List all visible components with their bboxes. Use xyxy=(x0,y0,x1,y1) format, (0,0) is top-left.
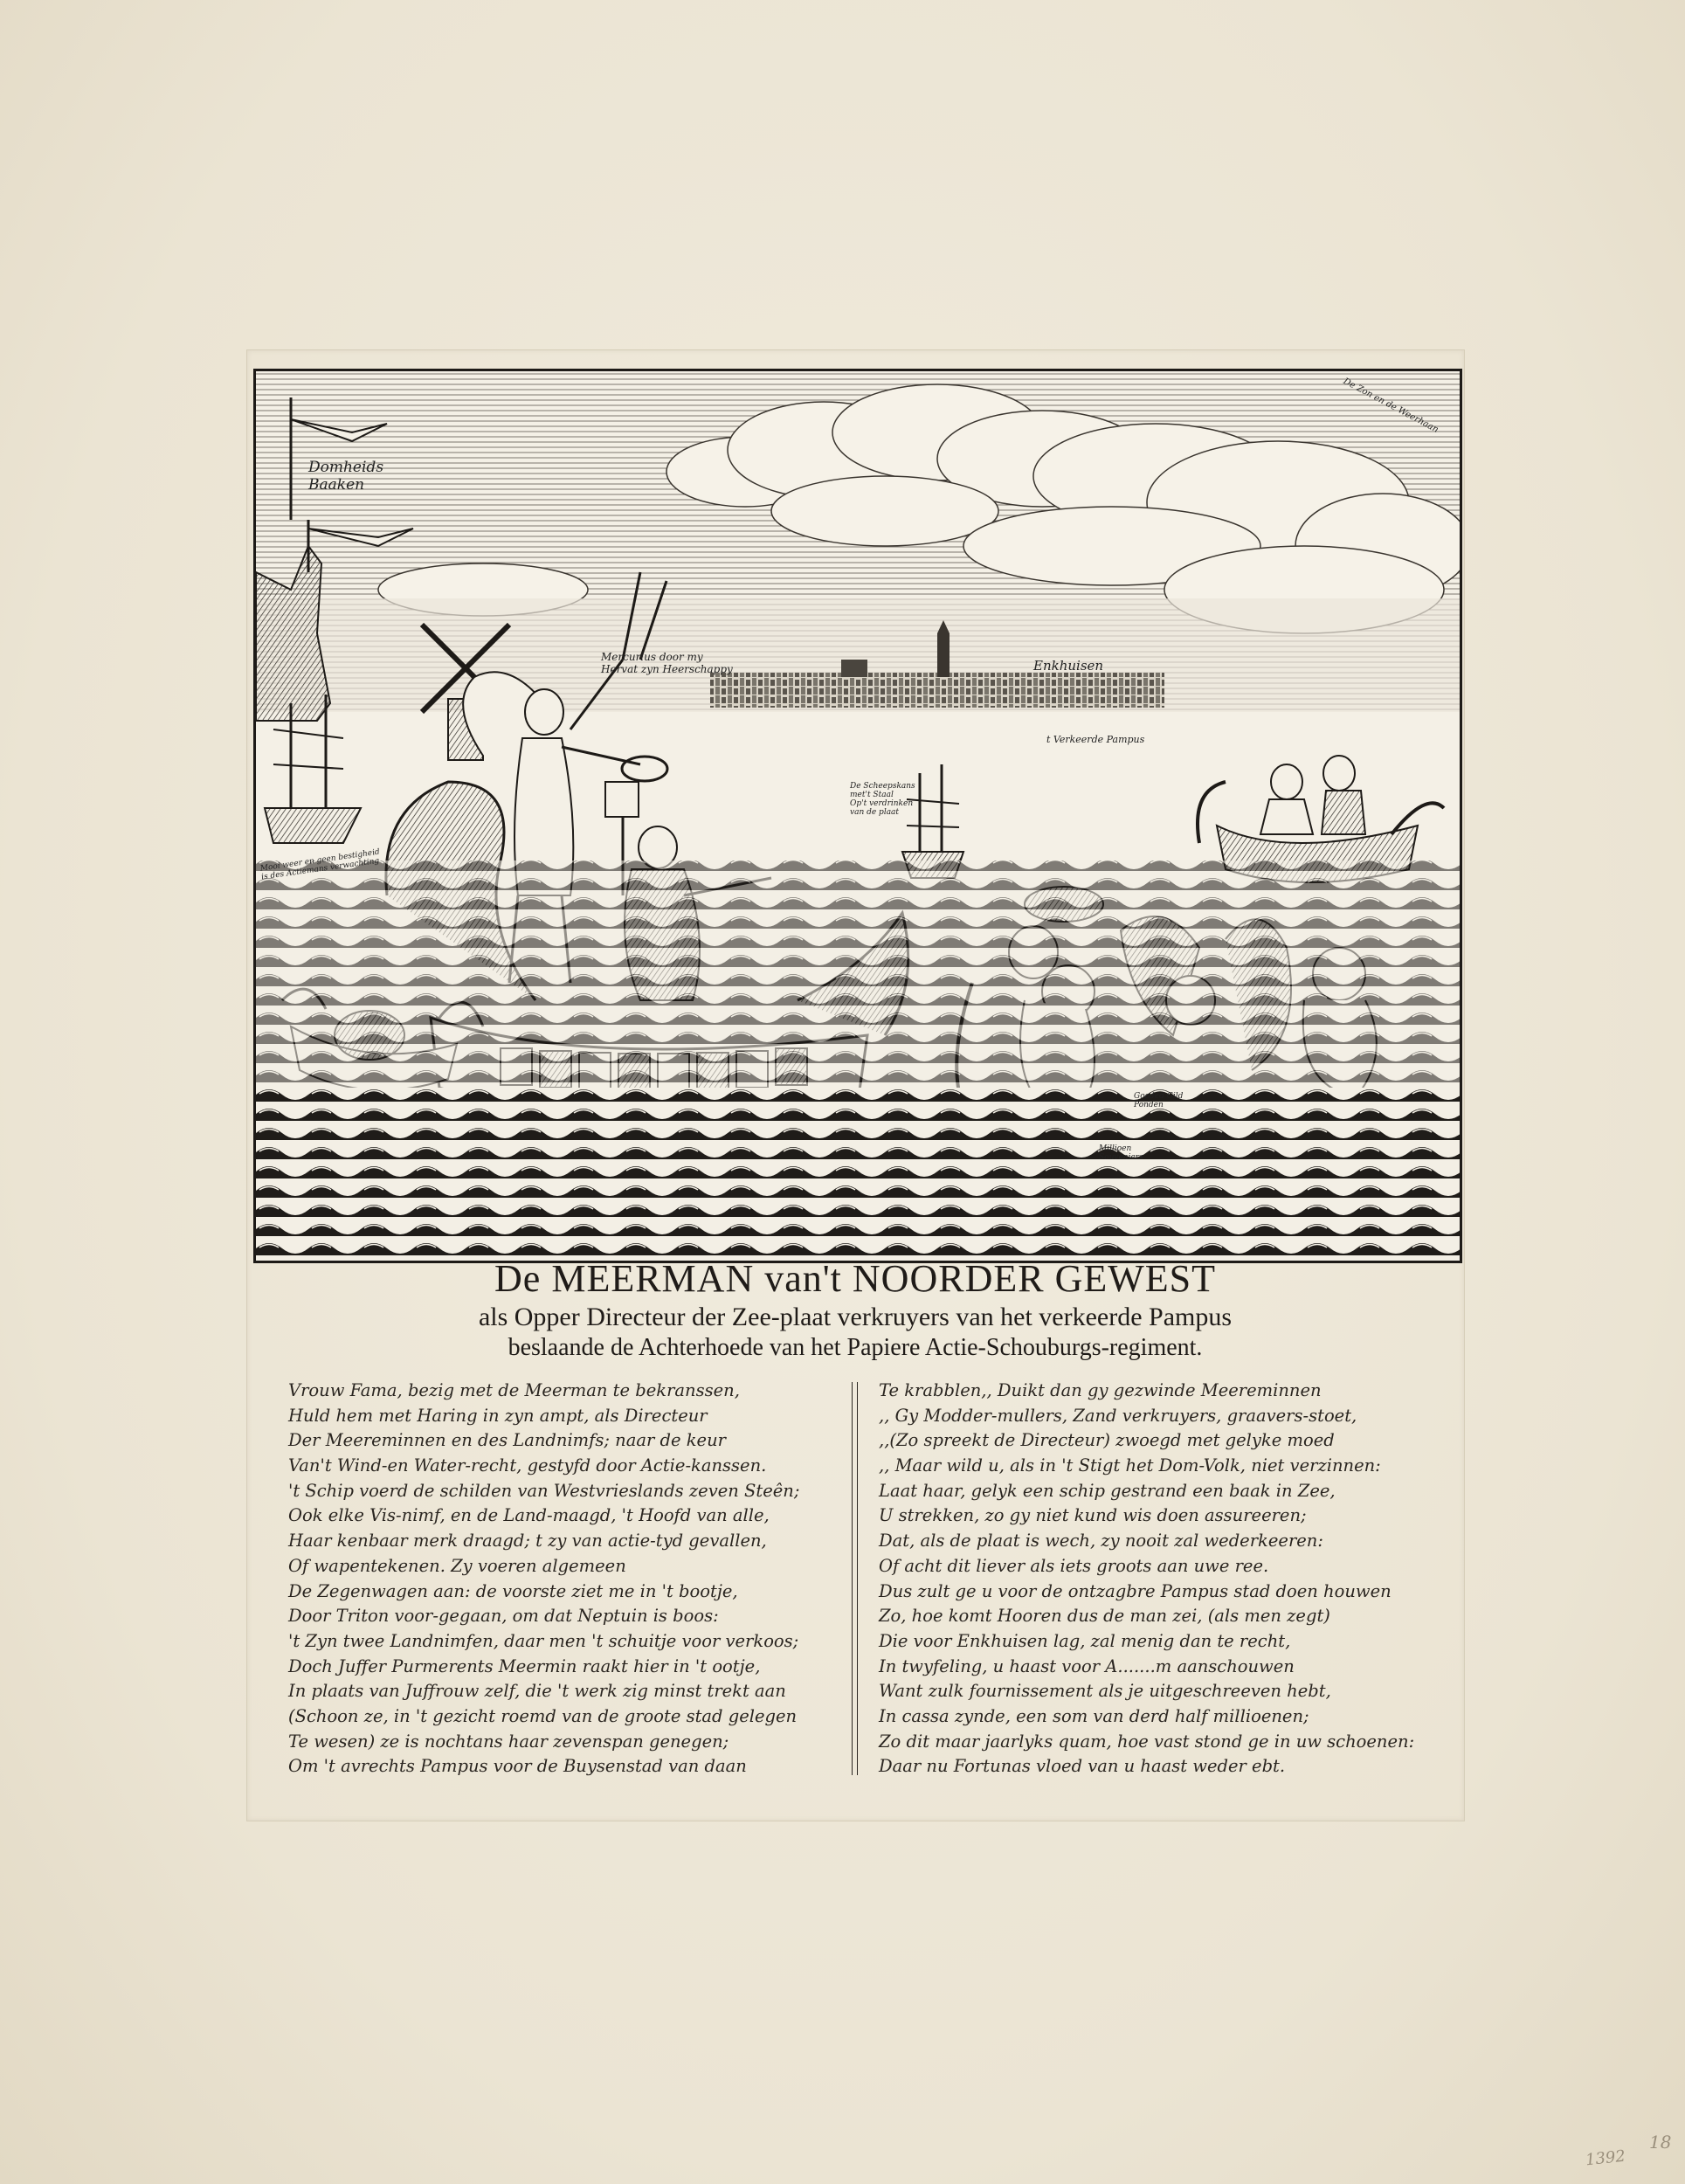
label-scheepskans: De Scheepskans met't Staal Op't verdrinken van de plaat xyxy=(850,782,915,817)
pencil-number: 1392 xyxy=(1585,2146,1626,2170)
poem-line: In twyfeling, u haast voor A.......m aanschouwen xyxy=(879,1655,1295,1676)
poem-line: Zo dit maar jaarlyks quam, hoe vast stond ge in uw schoenen: xyxy=(879,1731,1415,1752)
title-line-3: beslaande de Achterhoede van het Papiere Actie-Schouburgs-regiment. xyxy=(508,1334,1203,1361)
poem-line: Dat, als de plaat is wech, zy nooit zal wederkeeren: xyxy=(879,1531,1323,1552)
poem-line: Te wesen) ze is nochtans haar zevenspan genegen; xyxy=(288,1731,729,1752)
poem-right-column xyxy=(879,1379,1414,1780)
poem-line: Laat haar, gelyk een schip gestrand een baak in Zee, xyxy=(879,1480,1336,1501)
poem-line: 't Zyn twee Landnimfen, daar men 't schuitje voor verkoos; xyxy=(288,1630,799,1651)
label-baaken: Domheids Baaken xyxy=(308,459,384,494)
poem-line: Vrouw Fama, bezig met de Meerman te bekranssen, xyxy=(288,1380,740,1400)
title-line-2: als Opper Directeur der Zee-plaat verkruyers van het verkeerde Pampus xyxy=(478,1303,1233,1331)
label-enkhuisen: Enkhuisen xyxy=(1033,658,1104,674)
poem-line: ,, Gy Modder-mullers, Zand verkruyers, graavers-stoet, xyxy=(879,1405,1357,1426)
title-line-1: De MEERMAN van't NOORDER GEWEST xyxy=(494,1257,1216,1300)
poem-line: U strekken, zo gy niet kund wis doen assureeren; xyxy=(879,1505,1307,1526)
label-mooi-weer: Mooi weer en geen bestigheid is des Actiemans verwachting xyxy=(259,847,381,882)
sea-waves xyxy=(256,1088,1460,1261)
poem-line: Van't Wind-en Water-recht, gestyfd door Actie-kanssen. xyxy=(288,1455,767,1476)
label-millioen: Millioen Souveniers xyxy=(1099,1144,1143,1162)
label-corner: De Zon en de Weerhaan xyxy=(1341,377,1440,435)
poem-line: Om 't avrechts Pampus voor de Buysenstad van daan xyxy=(288,1756,747,1777)
engraving-image xyxy=(253,369,1462,1263)
poem-line: Door Triton voor-gegaan, om dat Neptuin is boos: xyxy=(288,1606,719,1627)
column-divider xyxy=(852,1382,858,1775)
poem-line: Of acht dit liever als iets groots aan uwe ree. xyxy=(879,1555,1269,1576)
poem-line: Daar nu Fortunas vloed van u haast weder ebt. xyxy=(879,1756,1286,1777)
poem-line: Haar kenbaar merk draagd; t zy van actie-tyd gevallen, xyxy=(288,1531,767,1552)
poem-line: Ook elke Vis-nimf, en de Land-maagd, 't Hoofd van alle, xyxy=(288,1505,770,1526)
label-mercurius: Mercurius door my Hervat zyn Heerschappy xyxy=(601,651,733,675)
poem-line: In cassa zynde, een som van derd half millioenen; xyxy=(879,1705,1309,1726)
poem-line: Doch Juffer Purmerents Meermin raakt hier in 't ootje, xyxy=(288,1655,761,1676)
poem-line: Want zulk fournissement als je uitgeschreeven hebt, xyxy=(879,1681,1331,1702)
poem-line: Der Meereminnen en des Landnimfs; naar de keur xyxy=(288,1430,726,1451)
poem-line: Of wapentekenen. Zy voeren algemeen xyxy=(288,1555,626,1576)
poem-line: 't Schip voerd de schilden van Westvrieslands zeven Steên; xyxy=(288,1480,800,1501)
label-pampus: t Verkeerde Pampus xyxy=(1046,734,1145,745)
label-gilden: Gooded Gild Ponden xyxy=(1134,1092,1184,1109)
poem-line: Zo, hoe komt Hooren dus de man zei, (als men zegt) xyxy=(879,1606,1330,1627)
poem-line: ,,(Zo spreekt de Directeur) zwoegd met gelyke moed xyxy=(879,1430,1335,1451)
poem-line: Die voor Enkhuisen lag, zal menig dan te recht, xyxy=(879,1630,1291,1651)
poem-left-column xyxy=(288,1379,799,1780)
plate-number: 18 xyxy=(1649,2132,1672,2153)
town-skyline xyxy=(710,673,1164,708)
poem-line: Te krabblen,, Duikt dan gy gezwinde Meereminnen xyxy=(879,1380,1322,1400)
poem-line: Dus zult ge u voor de ontzagbre Pampus stad doen houwen xyxy=(879,1580,1392,1601)
poem-line: In plaats van Juffrouw zelf, die 't werk zig minst trekt aan xyxy=(288,1681,786,1702)
poem-line: De Zegenwagen aan: de voorste ziet me in 't bootje, xyxy=(288,1580,738,1601)
poem-line: (Schoon ze, in 't gezicht roemd van de groote stad gelegen xyxy=(288,1705,798,1726)
poem-line: Huld hem met Haring in zyn ampt, als Directeur xyxy=(288,1405,708,1426)
title-block xyxy=(253,1256,1457,1363)
poem-line: ,, Maar wild u, als in 't Stigt het Dom-Volk, niet verzinnen: xyxy=(879,1455,1381,1476)
